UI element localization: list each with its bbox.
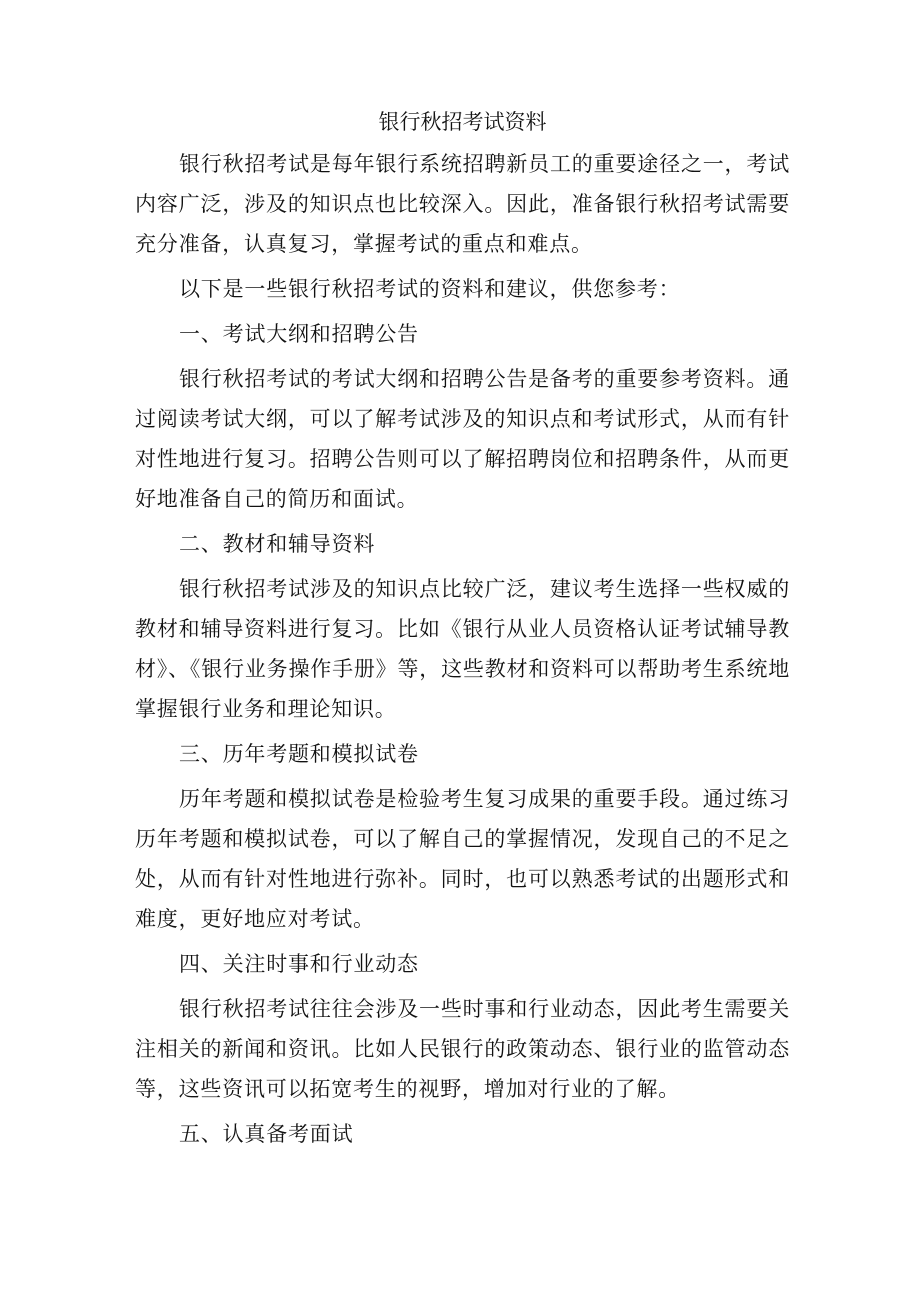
- section-heading-2: 二、教材和辅导资料: [179, 532, 376, 556]
- document-title: 银行秋招考试资料: [378, 110, 547, 134]
- section-heading-4: 四、关注时事和行业动态: [179, 952, 419, 976]
- section-body-4: 银行秋招考试往往会涉及一些时事和行业动态，因此考生需要关注相关的新闻和资讯。比如人民银行的政策动态、银行业的监管动态等，这些资讯可以拓宽考生的视野，增加对行业的了解。: [135, 997, 790, 1101]
- section-heading-1: 一、考试大纲和招聘公告: [179, 322, 419, 346]
- section-body-2: 银行秋招考试涉及的知识点比较广泛，建议考生选择一些权威的教材和辅导资料进行复习。比如《银行从业人员资格认证考试辅导教材》、《银行业务操作手册》等，这些教材和资料可以帮助考生系统地掌握银行业务和理论知识。: [135, 577, 790, 721]
- section-body-3: 历年考题和模拟试卷是检验考生复习成果的重要手段。通过练习历年考题和模拟试卷，可以了解自己的掌握情况，发现自己的不足之处，从而有针对性地进行弥补。同时，也可以熟悉考试的出题形式和难度，更好地应对考试。: [135, 787, 790, 931]
- intro-paragraph-2: 以下是一些银行秋招考试的资料和建议，供您参考：: [179, 277, 681, 301]
- document-content: [135, 100, 790, 1159]
- section-body-1: 银行秋招考试的考试大纲和招聘公告是备考的重要参考资料。通过阅读考试大纲，可以了解考试涉及的知识点和考试形式，从而有针对性地进行复习。招聘公告则可以了解招聘岗位和招聘条件，从而更好地准备自己的简历和面试。: [135, 367, 790, 511]
- intro-paragraph-1: 银行秋招考试是每年银行系统招聘新员工的重要途径之一，考试内容广泛，涉及的知识点也比较深入。因此，准备银行秋招考试需要充分准备，认真复习，掌握考试的重点和难点。: [135, 152, 790, 256]
- section-heading-3: 三、历年考题和模拟试卷: [179, 742, 419, 766]
- section-heading-5: 五、认真备考面试: [179, 1122, 354, 1146]
